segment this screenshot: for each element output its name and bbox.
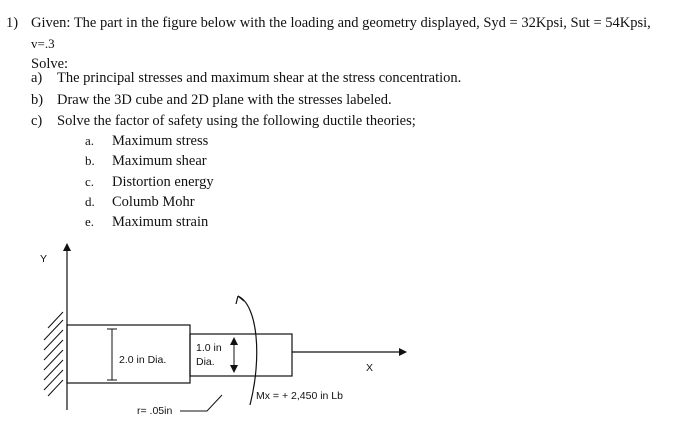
fixed-wall-hatching	[44, 312, 63, 396]
part-a-text: The principal stresses and maximum shear at the stress concentration.	[57, 70, 462, 86]
problem-number: 1)	[6, 15, 19, 31]
moment-label: Mx = + 2,450 in Lb	[256, 390, 343, 402]
small-dia-label-line2: Dia.	[196, 356, 215, 368]
theory-b-marker: b.	[85, 153, 95, 168]
part-b-text: Draw the 3D cube and 2D plane with the stresses labeled.	[57, 92, 392, 108]
y-axis-label: Y	[40, 253, 48, 265]
part-a-marker: a)	[31, 70, 43, 86]
part-c-marker: c)	[31, 113, 43, 129]
given-line-2: v=.3	[31, 36, 55, 51]
small-dia-label-line1: 1.0 in	[196, 342, 222, 354]
large-dia-label: 2.0 in Dia.	[119, 354, 167, 366]
radius-leader-line	[180, 395, 222, 411]
moment-arrow	[238, 296, 257, 405]
theory-d-marker: d.	[85, 194, 95, 209]
theory-e-text: Maximum strain	[112, 214, 209, 230]
theory-a-marker: a.	[85, 133, 95, 148]
part-b-marker: b)	[31, 92, 44, 108]
part-c-text: Solve the factor of safety using the following ductile theories;	[57, 113, 416, 129]
x-axis-label: X	[366, 362, 374, 374]
radius-label: r= .05in	[137, 405, 173, 417]
theory-d-text: Columb Mohr	[112, 194, 195, 210]
solve-label: Solve:	[31, 56, 69, 72]
given-line-1: Given: The part in the figure below with the loading and geometry displayed, Syd = 32Kpsi, Sut = 54Kpsi,	[31, 15, 651, 31]
theory-c-text: Distortion energy	[112, 174, 214, 190]
small-diameter-section	[190, 334, 292, 376]
theory-a-text: Maximum stress	[112, 133, 209, 149]
theory-c-marker: c.	[85, 174, 95, 189]
theory-e-marker: e.	[85, 214, 95, 229]
theory-b-text: Maximum shear	[112, 153, 207, 169]
